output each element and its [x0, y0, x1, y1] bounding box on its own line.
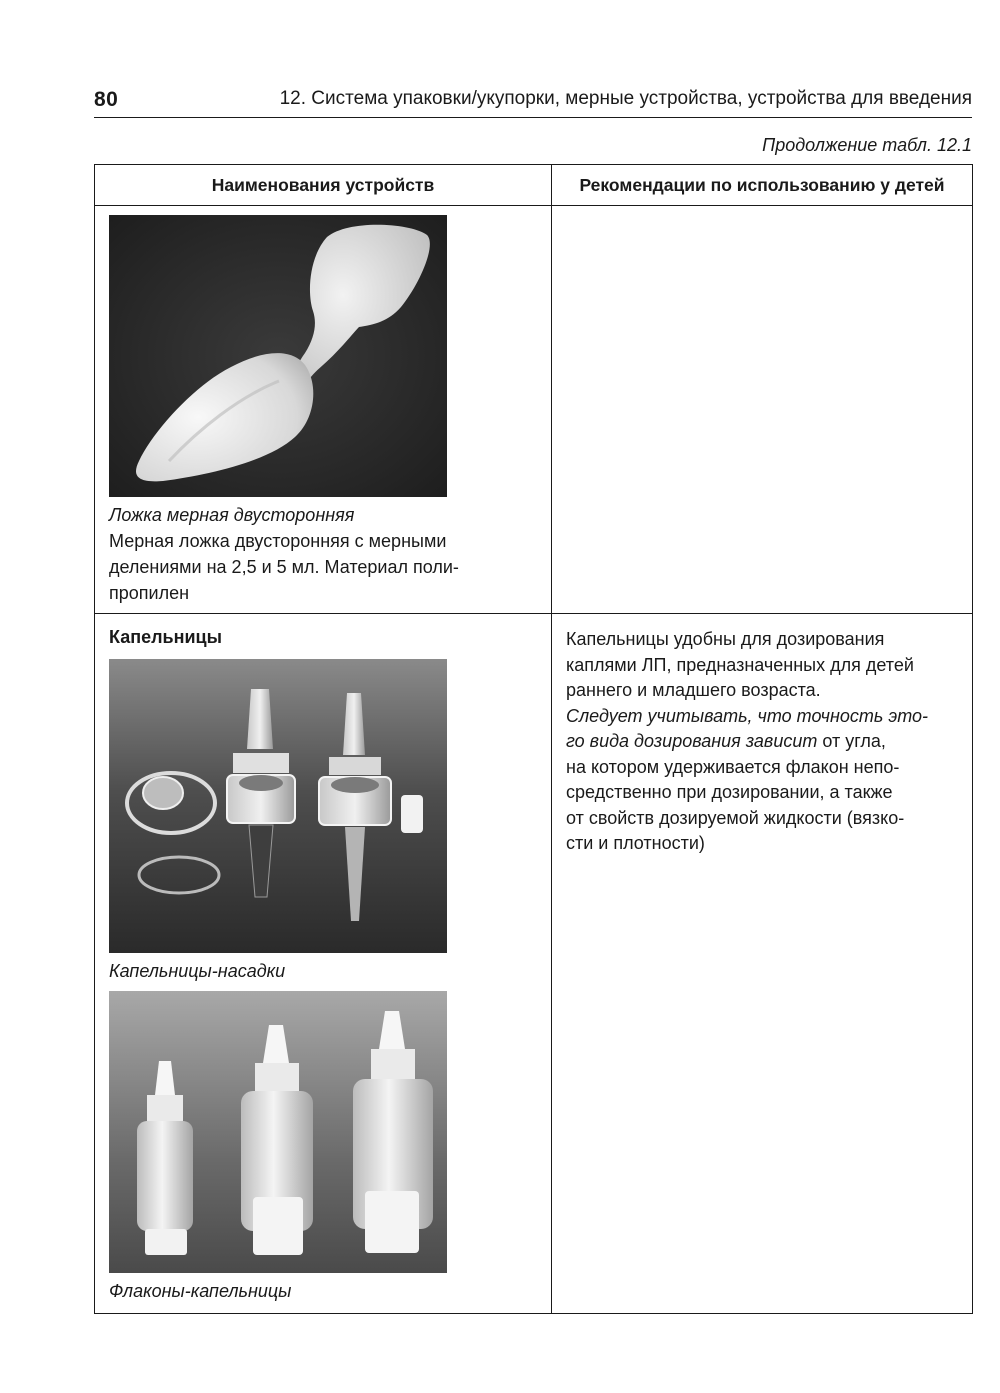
- spoon-description-line: делениями на 2,5 и 5 мл. Материал поли-: [109, 557, 459, 577]
- column-header-devices: Наименования устройств: [211, 175, 435, 195]
- spoon-description-line: пропилен: [109, 583, 190, 603]
- device-table: [94, 164, 973, 1314]
- running-title: 12. Система упаковки/укупорки, мерные устройства, устройства для введения: [279, 88, 972, 109]
- recommendation-text: средственно при дозировании, а также: [566, 782, 893, 802]
- dropper-bottles-caption: Флаконы-капельницы: [109, 1281, 292, 1301]
- measuring-spoon-photo: [109, 215, 447, 497]
- recommendation-line: [566, 704, 928, 730]
- recommendation-line: [566, 678, 821, 704]
- spoon-description-line: Мерная ложка двусторонняя с мерными: [109, 531, 447, 551]
- recommendation-text: раннего и младшего возраста.: [566, 680, 821, 700]
- recommendation-text: от угла,: [817, 731, 886, 751]
- recommendation-line: [566, 806, 904, 832]
- spoon-title: Ложка мерная двусторонняя: [109, 505, 355, 525]
- dropper-tips-photo: [109, 659, 447, 953]
- recommendation-text: от свойств дозируемой жидкости (вязко-: [566, 807, 905, 828]
- header-row-divider: [95, 205, 972, 206]
- recommendation-text: каплями ЛП, предназначенных для детей: [566, 654, 914, 675]
- dropper-bottles-photo: [109, 991, 447, 1273]
- recommendation-emphasis: го вида дозирования зависит: [566, 731, 818, 751]
- recommendation-line: [566, 755, 899, 781]
- recommendation-line: [566, 780, 893, 806]
- recommendation-line: [566, 627, 884, 653]
- row-divider: [95, 613, 972, 614]
- recommendation-text: Капельницы удобны для дозирования: [566, 629, 885, 649]
- recommendation-text: на котором удерживается флакон непо-: [566, 756, 900, 777]
- table-caption: Продолжение табл. 12.1: [762, 135, 972, 155]
- recommendation-line: [566, 729, 886, 755]
- column-divider: [551, 165, 552, 1313]
- recommendation-text: сти и плотности): [566, 833, 705, 853]
- column-header-recommendations: Рекомендации по использованию у детей: [579, 175, 945, 195]
- dropper-tips-caption: Капельницы-насадки: [109, 961, 286, 981]
- recommendation-emphasis: Следует учитывать, что точность это-: [566, 705, 929, 726]
- page-number: 80: [94, 88, 119, 111]
- droppers-section-title: Капельницы: [109, 627, 222, 647]
- recommendation-line: [566, 831, 705, 857]
- header-rule: [94, 117, 972, 118]
- recommendation-line: [566, 653, 914, 679]
